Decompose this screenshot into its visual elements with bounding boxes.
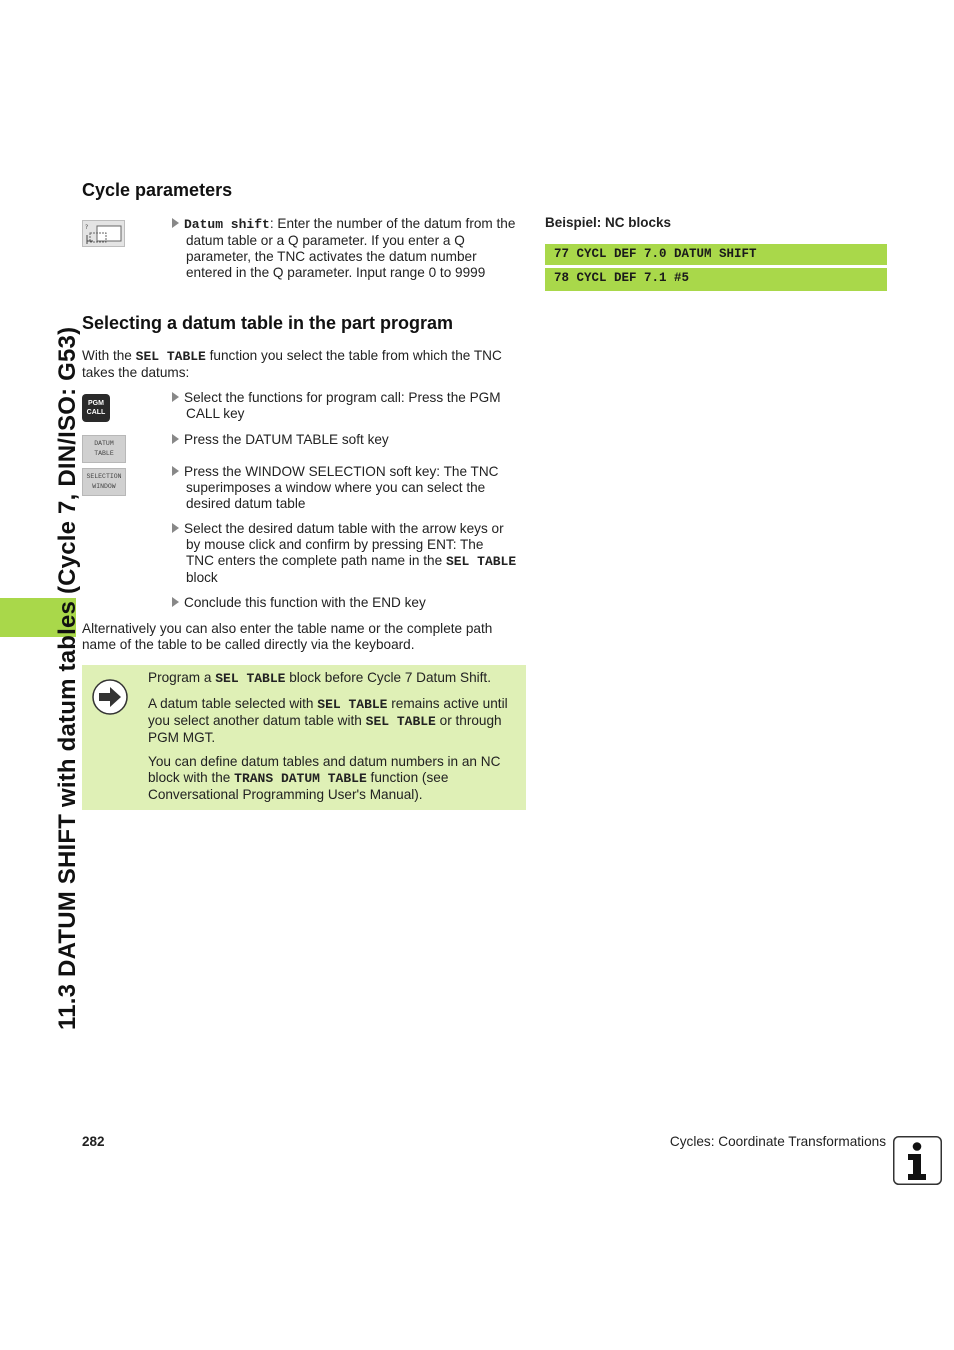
pgm-call-key-icon	[82, 394, 110, 422]
step-text: superimposes a window where you can select the	[186, 480, 486, 495]
bullet-triangle-icon	[172, 392, 179, 402]
softkey-label: SELECTION	[86, 473, 122, 480]
arrow-right-note-icon	[91, 678, 129, 716]
step-text: Select the functions for program call: Press the PGM	[184, 390, 501, 405]
key-label: PGM	[88, 400, 104, 407]
param-text: entered in the Q parameter. Input range 0 to 9999	[186, 265, 486, 280]
bullet-triangle-icon	[172, 597, 179, 607]
code-inline: SEL TABLE	[365, 714, 436, 729]
code-inline: TRANS DATUM TABLE	[234, 771, 367, 786]
code-line: 78 CYCL DEF 7.1 #5	[545, 268, 887, 289]
window-selection-softkey-icon	[82, 468, 126, 496]
intro-text: function you select the table from which the TNC	[205, 348, 502, 363]
step-4	[172, 521, 524, 586]
alt-line: Alternatively you can also enter the table name or the complete path	[82, 621, 493, 636]
step-text: Conclude this function with the END key	[184, 595, 426, 610]
bullet-triangle-icon	[172, 218, 179, 228]
softkey-label: TABLE	[94, 450, 114, 457]
example-label: Beispiel: NC blocks	[545, 215, 672, 230]
alternative-text	[82, 621, 527, 653]
note-text: Program a	[148, 670, 216, 685]
note-text: you select another datum table with	[148, 713, 366, 728]
svg-text:?: ?	[85, 224, 89, 231]
step-text: CALL key	[186, 406, 245, 421]
param-text: datum table or a Q parameter. If you enter a Q	[186, 233, 465, 248]
note-text: remains active until	[387, 696, 508, 711]
note-text: block before Cycle 7 Datum Shift.	[285, 670, 491, 685]
note-text: A datum table selected with	[148, 696, 318, 711]
code-separator	[545, 265, 887, 268]
note-paragraph-2	[148, 696, 520, 746]
code-inline: SEL TABLE	[215, 671, 286, 686]
code-inline: SEL TABLE	[135, 349, 206, 364]
selecting-heading: Selecting a datum table in the part program	[82, 313, 454, 333]
intro-text: With the	[82, 348, 136, 363]
param-text: : Enter the number of the datum from the	[269, 216, 516, 231]
datum-shift-param-icon	[82, 220, 125, 247]
bullet-triangle-icon	[172, 434, 179, 444]
step-5	[172, 595, 524, 611]
info-icon	[893, 1136, 942, 1185]
bullet-triangle-icon	[172, 523, 179, 533]
page-number: 282	[82, 1134, 105, 1149]
step-text: TNC enters the complete path name in the	[186, 553, 446, 568]
code-inline: SEL TABLE	[317, 697, 388, 712]
step-text: Press the WINDOW SELECTION soft key: The TNC	[184, 464, 499, 479]
key-label: CALL	[86, 409, 106, 416]
alt-line: name of the table to be called directly via the keyboard.	[82, 637, 415, 652]
code-line: 77 CYCL DEF 7.0 DATUM SHIFT	[545, 244, 887, 265]
footer-section-title: Cycles: Coordinate Transformations	[669, 1134, 886, 1149]
softkey-label: WINDOW	[92, 483, 116, 490]
note-text: or through	[435, 713, 502, 728]
step-text: by mouse click and confirm by pressing ENT: The	[186, 537, 484, 552]
param-name: Datum shift	[184, 217, 270, 232]
note-paragraph-1	[148, 670, 520, 687]
chapter-title-vertical: 11.3 DATUM SHIFT with datum tables (Cycle 7, DIN/ISO: G53)	[54, 326, 81, 1030]
note-paragraph-3	[148, 754, 520, 803]
code-inline: SEL TABLE	[445, 554, 517, 569]
softkey-label: DATUM	[94, 440, 114, 447]
step-3	[172, 464, 524, 512]
intro-text: takes the datums:	[82, 365, 190, 380]
step-1	[172, 390, 524, 422]
cycle-parameters-heading: Cycle parameters	[82, 180, 233, 200]
step-text	[172, 553, 524, 570]
param-text: parameter, the TNC activates the datum number	[186, 249, 477, 264]
note-text: PGM MGT.	[148, 730, 216, 745]
datum-table-softkey-icon	[82, 435, 126, 463]
note-text: Conversational Programming User's Manual).	[148, 787, 423, 802]
note-text: function (see	[366, 770, 449, 785]
datum-shift-param	[172, 216, 524, 281]
step-text: Select the desired datum table with the arrow keys or	[184, 521, 504, 536]
selecting-intro	[82, 348, 527, 381]
bullet-triangle-icon	[172, 466, 179, 476]
note-text: block with the	[148, 770, 235, 785]
note-text: You can define datum tables and datum numbers in an NC	[148, 754, 501, 769]
step-text: desired datum table	[186, 496, 306, 511]
step-2	[172, 432, 524, 448]
code-bottom-edge	[545, 289, 887, 291]
step-text: block	[186, 570, 218, 585]
step-text: Press the DATUM TABLE soft key	[184, 432, 389, 447]
